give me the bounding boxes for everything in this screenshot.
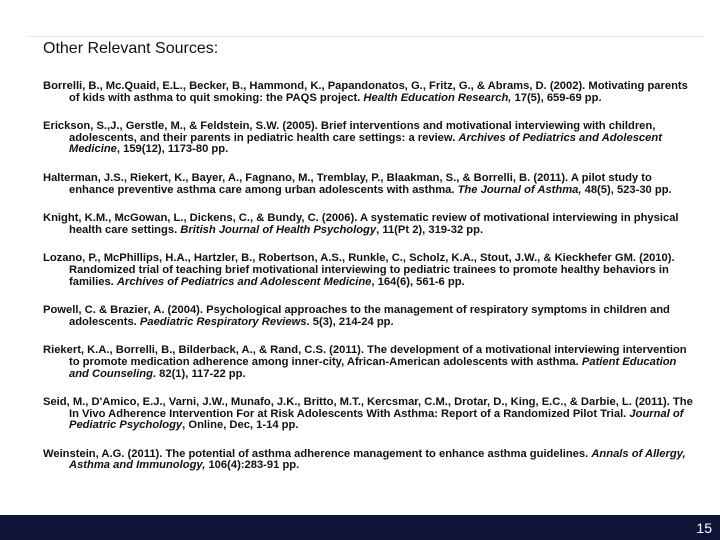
reference-journal: The Journal of Asthma, [457,183,582,196]
reference-journal: Archives of Pediatrics and Adolescent Medicine [116,275,372,288]
reference-list [43,81,693,489]
reference-tail: 17(5), 659-69 pp. [511,91,602,104]
reference-item [43,121,693,156]
reference-journal: Archives of Pediatrics and Adolescent Medicine [69,131,662,156]
reference-tail: , 164(6), 561-6 pp. [371,275,465,288]
reference-item [43,305,693,328]
reference-tail: , Online, Dec, 1-14 pp. [182,419,299,432]
reference-item [43,213,693,236]
reference-tail: , 11(Pt 2), 319-32 pp. [376,223,484,236]
reference-text: Erickson, S.,J., Gerstle, M., & Feldstein, S.W. (2005). Brief interventions and motivational interviewing with children, adolescents, and their parents in pediatric health care settings: a review. [43,120,656,144]
reference-text: Riekert, K.A., Borrelli, B., Bilderback, A., & Rand, C.S. (2011). The development of a motivational interviewing intervention to promote medication adherence among inner-city, African-American adolescents with asthma. [43,344,687,368]
reference-text: Borrelli, B., Mc.Quaid, E.L., Becker, B., Hammond, K., Papandonatos, G., Fritz, G., & Abrams, D. (2002). Motivating parents of kids with asthma to quit smoking: the PAQS project. [43,80,688,104]
page-title: Other Relevant Sources: [43,40,219,57]
reference-tail: 106(4):283-91 pp. [205,459,300,472]
reference-journal: Health Education Research, [363,91,512,104]
reference-item [43,173,693,196]
reference-text: Lozano, P., McPhillips, H.A., Hartzler, B., Robertson, A.S., Runkle, C., Scholz, K.A., Stout, J.W., & Kieckhefer GM. (2010). Randomized trial of teaching brief motivational interviewing to pediatric trainees to promote healthy behaviors in families. [43,252,675,288]
top-divider [28,36,704,37]
reference-item [43,345,693,380]
reference-text: Seid, M., D'Amico, E.J., Varni, J.W., Munafo, J.K., Britto, M.T., Kercsmar, C.M., Drotar, D., King, E.C., & Darbie, L. (2011). The In Vivo Adherence Intervention For at Risk Adolescents With Asthma: Report of a Randomized Pilot Trial. [43,396,693,420]
reference-tail: . 82(1), 117-22 pp. [152,367,246,380]
reference-item [43,397,693,432]
reference-text: Powell, C. & Brazier, A. (2004). Psychological approaches to the management of respiratory symptoms in children and adolescents. [43,304,670,328]
reference-item [43,449,693,472]
reference-journal: Journal of Pediatric Psychology [69,407,684,432]
reference-tail: 48(5), 523-30 pp. [581,183,672,196]
reference-text: Weinstein, A.G. (2011). The potential of asthma adherence management to enhance asthma guidelines. [43,447,592,460]
reference-journal: Patient Education and Counseling [69,355,677,380]
reference-item [43,253,693,288]
footer-bar [0,515,720,540]
reference-tail: , 159(12), 1173-80 pp. [116,143,229,156]
reference-text: Halterman, J.S., Riekert, K., Bayer, A., Fagnano, M., Tremblay, P., Blaakman, S., & Borrelli, B. (2011). A pilot study to enhance preventive asthma care among urban adolescents with asthma. [43,171,652,196]
reference-journal: British Journal of Health Psychology [180,223,377,236]
reference-item [43,81,693,104]
reference-tail: . 5(3), 214-24 pp. [306,315,394,328]
reference-journal: Annals of Allergy, Asthma and Immunology, [69,447,686,472]
reference-text: Knight, K.M., McGowan, L., Dickens, C., & Bundy, C. (2006). A systematic review of motivational interviewing in physical health care settings. [43,212,679,236]
page-number: 15 [696,520,712,536]
reference-journal: Paediatric Respiratory Reviews [139,315,307,328]
